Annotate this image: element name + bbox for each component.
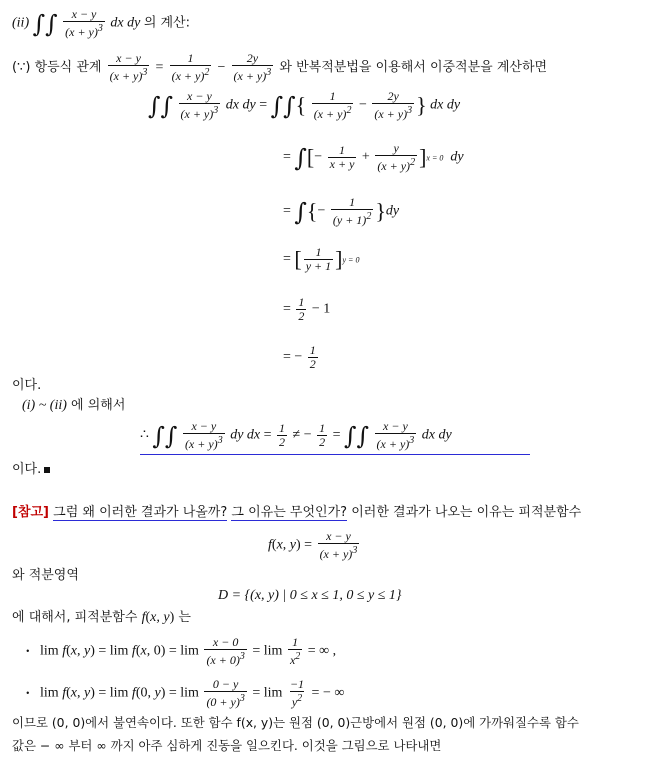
derivation-step-2: = ∫[− $\frac{1}{x + y}$ + $\frac{y}{(x + y)^2}$ ]x = 0 dy — [283, 141, 464, 173]
identity-tail: 와 반복적분법을 이용해서 이중적분을 계산하면 — [279, 60, 548, 75]
by-line — [22, 398, 125, 414]
note-line — [12, 505, 581, 521]
note-question-1: 그럼 왜 이러한 결과가 나올까? — [53, 505, 228, 520]
function-def: f(x, y) = $\frac{x - y}{(x + y)^3}$ — [268, 529, 358, 561]
regard-tail: 는 — [178, 610, 191, 625]
paragraph-line-1: 이므로 (0, 0)에서 불연속이다. 또한 함수 f(x, y)는 원점 (0, 0)근방에서 원점 (0, 0)에 가까워질수록 함수 — [12, 715, 579, 730]
integrand-fraction: $\frac{x - y}{(x + y)^3}$ — [65, 7, 103, 39]
derivation-step-5: = $\frac{1}{2}$ − 1 — [283, 295, 331, 323]
ida-end-line — [12, 462, 50, 478]
limit-result-neg: = − ∞ — [311, 685, 345, 701]
derivation-step-1: ∫∫ $\frac{x - y}{(x + y)^3}$ dx dy = ∫∫{ $\frac{1}{(x + y)^2}$ − $\frac{2y}{(x + y)^3}$ } dx dy — [148, 89, 461, 121]
regard-text: 에 대해서, 피적분함수 — [12, 610, 138, 625]
derivation-step-6: = − $\frac{1}{2}$ — [283, 343, 316, 371]
paragraph-line-2: 값은 − ∞ 부터 ∞ 까지 아주 심하게 진동을 일으킨다. 이것을 그림으로 나타내면 — [12, 738, 442, 753]
limit-line-1: • lim f(x, y) = lim f(x, 0) = lim $\frac{x - 0}{(x + 0)^3}$ = lim $\frac{1}{x^2}$ = ∞ , — [26, 635, 337, 667]
bullet-icon: • — [26, 646, 30, 658]
note-question-2: 그 이유는 무엇인가? — [231, 505, 348, 520]
qed-square-icon — [44, 467, 50, 473]
conclusion-equation: ∴ ∫∫ $\frac{x - y}{(x + y)^3}$ dy dx = $\frac{1}{2}$ ≠ − $\frac{1}{2}$ = ∫∫ $\frac{x - y}{(x + y)^3}$ dx dy — [140, 419, 452, 451]
header-label: (ii) — [12, 15, 30, 31]
bullet-icon: • — [26, 688, 30, 700]
region-definition: D = {(x, y) | 0 ≤ x ≤ 1, 0 ≤ y ≤ 1} — [218, 588, 402, 603]
proof-identity-line: (∵) 항등식 관계 $\frac{x - y}{(x + y)^3}$ = $\frac{1}{(x + y)^2}$ − $\frac{2y}{(x + y)^3}$ 와 반복적분법을 이용해서 이중적분을 계산하면 — [12, 51, 548, 83]
derivation-step-3: = ∫{− $\frac{1}{(y + 1)^2}$ }dy — [283, 195, 400, 227]
header-line: (ii) ∫∫ $\frac{x - y}{(x + y)^3}$ dx dy 의 계산: — [12, 7, 190, 39]
limit-result-pos: = ∞ , — [307, 643, 337, 659]
integral-sign: ∫∫ — [32, 9, 58, 38]
minus-one: − 1 — [311, 301, 331, 317]
therefore-icon: ∴ — [140, 427, 149, 443]
ida-text: 이다. — [12, 378, 42, 393]
ida-end-text: 이다. — [12, 462, 42, 477]
header-suffix: 의 계산: — [143, 15, 190, 31]
because-marker: (∵) — [12, 60, 31, 75]
half-numerator: 1 — [298, 295, 305, 309]
limit-line-2: • lim f(x, y) = lim f(0, y) = lim $\frac{0 - y}{(0 + y)^3}$ = lim $\frac{-1}{y^2}$ = − ∞ — [26, 677, 345, 709]
regard-line: 에 대해서, 피적분함수 f(x, y) 는 — [12, 610, 191, 625]
by-text: 에 의해서 — [71, 398, 126, 413]
note-rest: 이러한 결과가 나오는 이유는 피적분함수 — [351, 505, 582, 520]
half-denominator: 2 — [298, 309, 305, 323]
identity-label: 항등식 관계 — [34, 60, 102, 75]
conclusion-underline — [140, 454, 530, 455]
derivation-step-4: = [ $\frac{1}{y + 1}$ ]y = 0 — [283, 245, 360, 273]
region-label: 와 적분영역 — [12, 568, 79, 583]
range-label: (i) ~ (ii) — [22, 398, 67, 413]
note-tag: [참고] — [12, 505, 49, 520]
